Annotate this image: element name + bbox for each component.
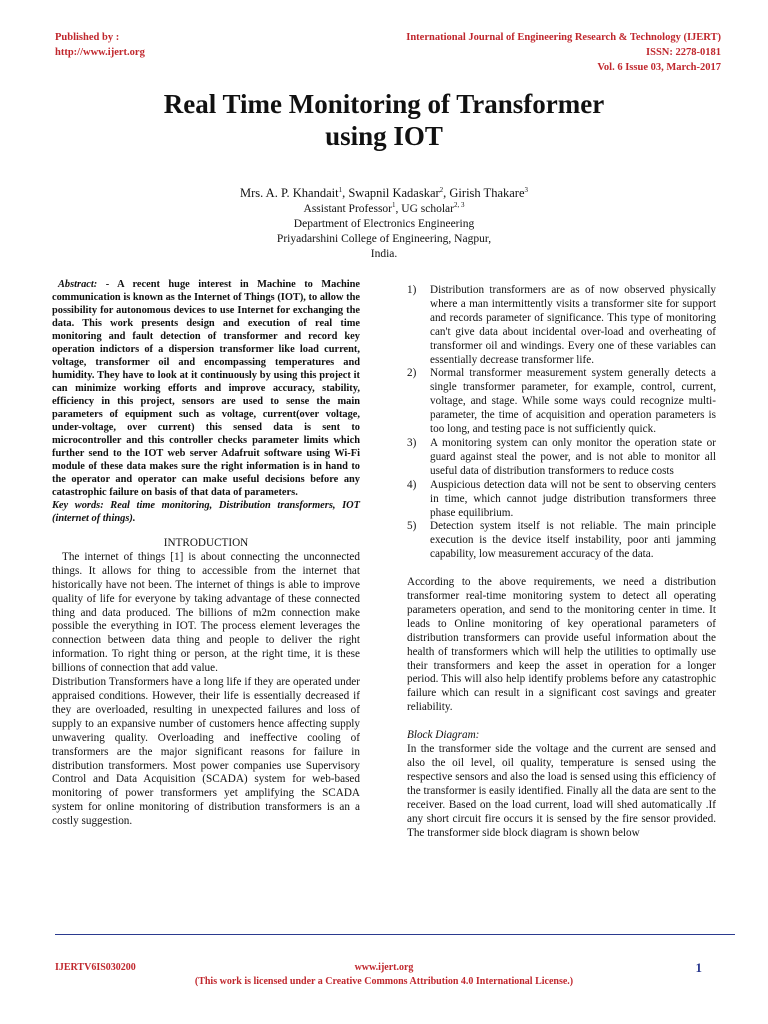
published-by-label: Published by : bbox=[55, 32, 120, 43]
journal-block bbox=[406, 30, 721, 75]
title-line-1: Real Time Monitoring of Transformer bbox=[163, 89, 605, 119]
abstract bbox=[52, 278, 360, 499]
paper-id: IJERTV6IS030200 bbox=[55, 962, 136, 973]
intro-paragraph-2: Distribution Transformers have a long life if they are operated under appraised conditions. However, their life is essentially decreased if they are overloaded, resulting in unexpected failures and loss of supply to an expansive number of customers hence affecting supply unwavering quality. Overloading and ineffective cooling of transformers are the major significant reasons for failure in distribution transformers. Most power companies use Supervisory Control and Data Acquisition (SCADA) system for web-based monitoring of power transformers yet amplifying the SCADA system for online monitoring of distribution transformers is an a costly suggestion. bbox=[52, 676, 360, 828]
list-number: 2) bbox=[407, 367, 417, 380]
role-2-sup: 2, 3 bbox=[453, 201, 465, 210]
affiliation bbox=[0, 202, 768, 262]
publisher-url-link[interactable]: http://www.ijert.org bbox=[55, 47, 145, 58]
list-text: Detection system itself is not reliable. The main principle execution is the device itself instability, poor anti jamming capability, low measurement accuracy of the data. bbox=[430, 520, 716, 561]
author-roles bbox=[0, 202, 768, 217]
author-1: Mrs. A. P. Khandait bbox=[239, 186, 339, 200]
list-number: 4) bbox=[407, 478, 417, 491]
title-line-2: using IOT bbox=[325, 121, 443, 151]
section-heading-introduction: INTRODUCTION bbox=[163, 537, 249, 549]
list-text: A monitoring system can only monitor the operation state or guard against steal the power, and is not able to monitor all useful data of distribution transformers to reduce costs bbox=[430, 436, 716, 477]
college: Priyadarshini College of Engineering, Nagpur, bbox=[276, 233, 492, 245]
block-diagram-paragraph: In the transformer side the voltage and the current are sensed and also the oil level, oil quality, temperature is sensed using the respective sensors and also the load is sensed using this efficiency of the transformer is easily identified. Finally all the data are sent to the receiver. Based on the load current, load will shed automatically .If any short circuit fire occurs it is sensed by the fire sensor provided. The transformer side block diagram is shown below bbox=[407, 743, 716, 839]
author-list bbox=[0, 186, 768, 201]
paper-title bbox=[0, 88, 768, 152]
role-1: Assistant Professor bbox=[303, 203, 393, 215]
abstract-text: - A recent huge interest in Machine to Machine communication is known as the Internet of Things (IOT), to allow the possibility for autonomous devices to use Internet for exchanging the data. This work presents design and execution of real time monitoring and fault detection of transformer and record key operation indictors of a dispersion transformer like load current, voltage, transformer oil and encompassing temperatures and humidity. They have to look at it continuously by using this project it can minimize working efforts and improve accuracy, stability, efficiency in this project, sensors are used to sense the main parameters of equipment such as voltage, current(over voltage, under-voltage, over current) this sensed data is sent to microcontroller and this controller checks parameter limits which further send to the IOT web server Adafruit software using Wi-Fi module of these data makes sure the right information is in hand to the operator and operator can make useful decisions before any catastrophic failure on basis of that data of parameters. bbox=[52, 279, 360, 498]
list-text: Normal transformer measurement system generally detects a single transformer parameter, for example, control, current, voltage, and stage. While some ways could recognize multi-parameter, the time of acquisition and operation parameters is too long, and testing pace is not sufficiently quick. bbox=[430, 367, 716, 436]
list-text: Distribution transformers are as of now observed physically where a man intermittently visits a transformer site for support and records parameter of significance. This type of monitoring can't give data about incidental over-load and overheating of transformer oil and windings. Every one of these variables can essentially decrease transformer life. bbox=[430, 284, 716, 366]
author-2-sup: 2 bbox=[439, 185, 444, 194]
right-column bbox=[407, 284, 716, 840]
list-item bbox=[407, 367, 716, 437]
journal-name: International Journal of Engineering Research & Technology (IJERT) bbox=[406, 32, 721, 43]
volume-issue: Vol. 6 Issue 03, March-2017 bbox=[597, 62, 721, 73]
problem-list bbox=[407, 284, 716, 562]
list-item bbox=[407, 479, 716, 521]
page-number: 1 bbox=[695, 960, 702, 975]
list-number: 1) bbox=[407, 284, 417, 296]
license-note: (This work is licensed under a Creative Commons Attribution 4.0 International License.) bbox=[194, 976, 574, 987]
list-text: Auspicious detection data will not be sent to observing centers in time, which cannot judge distribution transformers three phase equilibrium. bbox=[430, 478, 716, 519]
list-item bbox=[407, 284, 716, 367]
author-2: , Swapnil Kadaskar bbox=[342, 186, 440, 200]
publisher-block bbox=[55, 30, 145, 60]
list-item bbox=[407, 520, 716, 562]
list-number: 5) bbox=[407, 520, 417, 533]
issn: ISSN: 2278-0181 bbox=[646, 47, 721, 58]
footer-rule bbox=[55, 934, 735, 935]
country: India. bbox=[370, 248, 398, 260]
left-column bbox=[52, 278, 360, 829]
role-2: , UG scholar bbox=[395, 203, 454, 215]
role-1-sup: 1 bbox=[392, 201, 396, 210]
department: Department of Electronics Engineering bbox=[293, 218, 475, 230]
author-3: , Girish Thakare bbox=[443, 186, 525, 200]
intro-paragraph-1: The internet of things [1] is about connecting the unconnected things. It allows for thing to accessible from the internet that historically have not been. The internet of things is able to improve quality of life for everyone by taking advantage of these connected thing and data produced. The billions of m2m connection make possible the everything in IOT. The process element leverages the connection between data thing and people to deliver the right information. To right thing or person, at the right time, it is these billions of connection that add value. bbox=[52, 550, 360, 675]
keywords: Key words: Real time monitoring, Distribution transformers, IOT (internet of things). bbox=[52, 500, 360, 524]
list-item bbox=[407, 437, 716, 479]
author-3-sup: 3 bbox=[524, 185, 528, 194]
list-number: 3) bbox=[407, 436, 417, 449]
abstract-label: Abstract: bbox=[58, 279, 98, 290]
footer-url-link[interactable]: www.ijert.org bbox=[354, 962, 414, 973]
block-diagram-heading: Block Diagram: bbox=[407, 729, 480, 742]
requirements-paragraph: According to the above requirements, we need a distribution transformer real-time monitoring system to detect all operating parameters operation, and send to the monitoring center in time. It leads to Online monitoring of key operational parameters of distribution transformers can provide useful information about the health of transformers which will help the utilities to optimally use their transformers and keep the asset in operation for a longer period. This will also help identify problems before any catastrophic failure which can result in a significant cost savings and greater reliability. bbox=[407, 576, 716, 714]
author-1-sup: 1 bbox=[338, 185, 343, 194]
